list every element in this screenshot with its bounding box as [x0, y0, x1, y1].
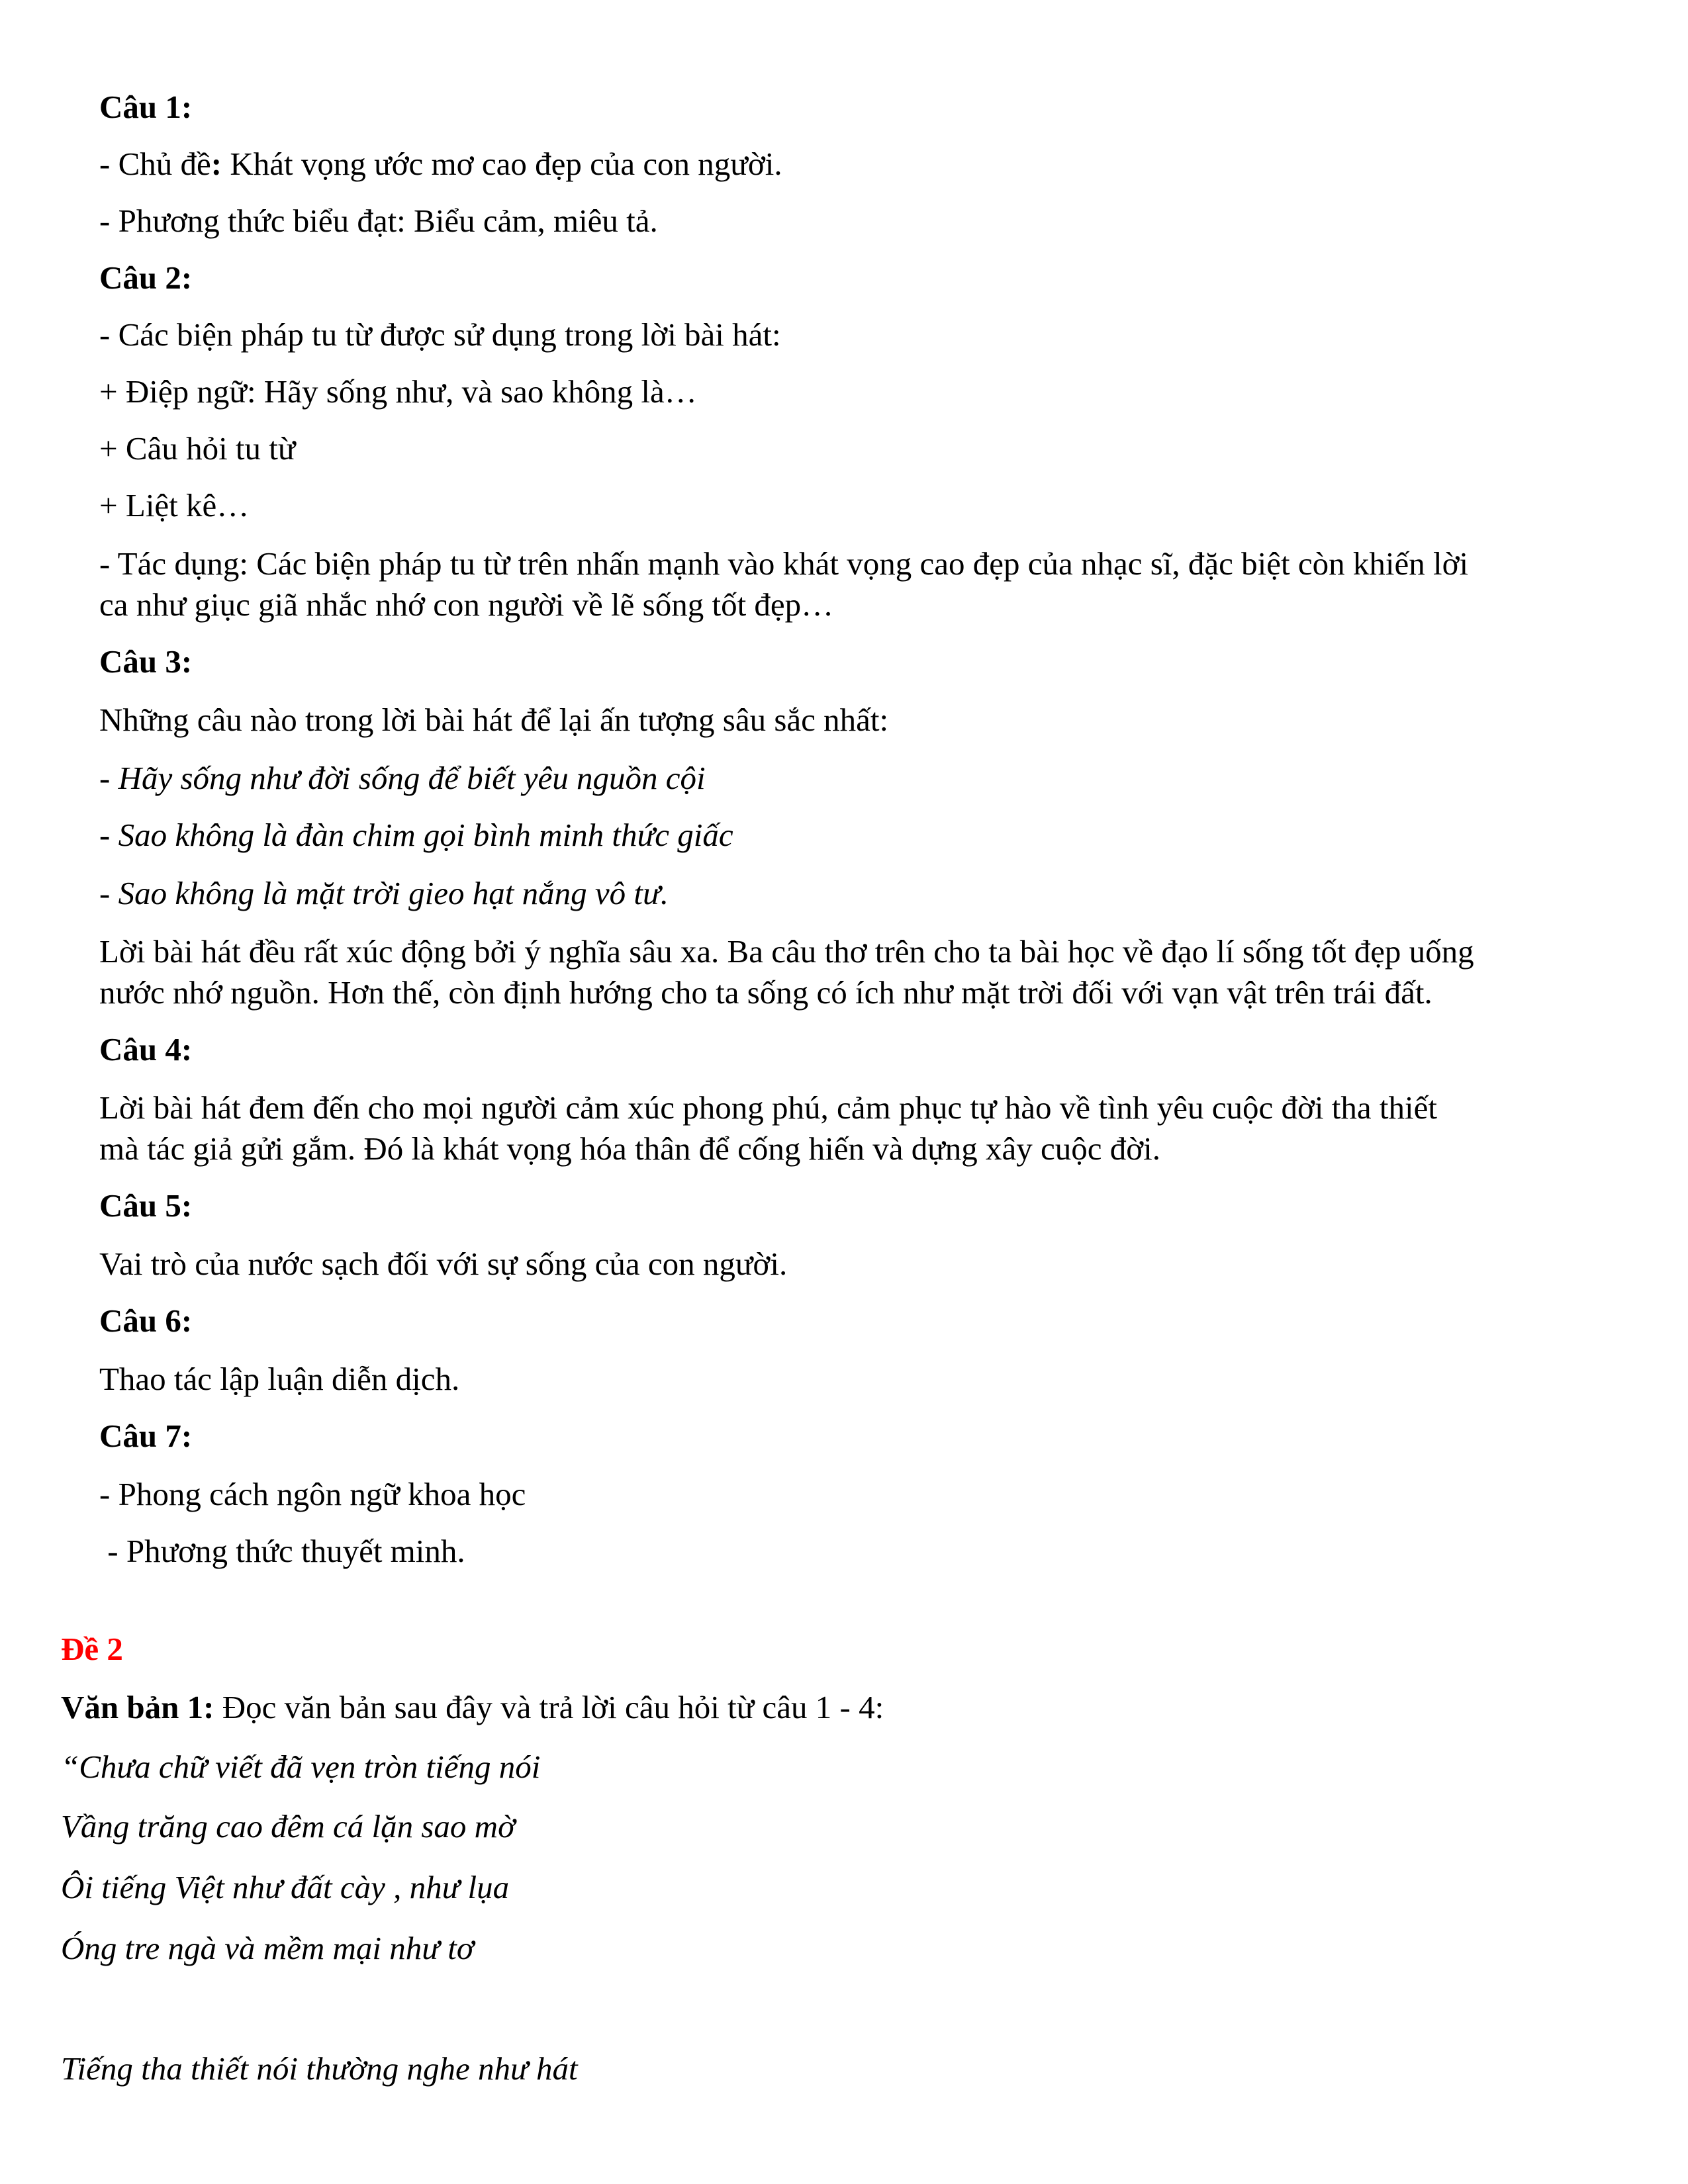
cau5-heading: Câu 5:	[99, 1187, 193, 1224]
cau2-line5a: - Tác dụng: Các biện pháp tu từ trên nhấn mạnh vào khát vọng cao đẹp của nhạc sĩ, đặc biệt còn khiến lời	[99, 545, 1469, 582]
cau1-line1-colon: :	[211, 146, 222, 182]
cau3-para-b: nước nhớ nguồn. Hơn thế, còn định hướng cho ta sống có ích như mặt trời đối với vạn vật trên trái đất.	[99, 974, 1432, 1011]
cau3-quote2: - Sao không là đàn chim gọi bình minh thức giấc	[99, 817, 733, 853]
cau2-line1: - Các biện pháp tu từ được sử dụng trong lời bài hát:	[99, 316, 781, 353]
cau6-heading: Câu 6:	[99, 1302, 193, 1339]
cau2-heading: Câu 2:	[99, 259, 193, 296]
poem-line-2: Vầng trăng cao đêm cá lặn sao mờ	[61, 1808, 516, 1844]
cau1-line1	[99, 144, 782, 184]
cau2-line5b: ca như giục giã nhắc nhớ con người về lẽ sống tốt đẹp…	[99, 586, 834, 623]
cau6-text: Thao tác lập luận diễn dịch.	[99, 1361, 460, 1397]
cau1-line1-rest: Khát vọng ước mơ cao đẹp của con người.	[222, 146, 782, 182]
vanban-text: Đọc văn bản sau đây và trả lời câu hỏi từ câu 1 - 4:	[214, 1689, 884, 1725]
cau4-para-a: Lời bài hát đem đến cho mọi người cảm xúc phong phú, cảm phục tự hào về tình yêu cuộc đời tha thiết	[99, 1089, 1437, 1126]
cau2-line4: + Liệt kê…	[99, 487, 250, 523]
cau3-heading: Câu 3:	[99, 643, 193, 680]
cau5-text: Vai trò của nước sạch đối với sự sống của con người.	[99, 1246, 788, 1282]
cau1-heading: Câu 1:	[99, 89, 193, 125]
cau4-heading: Câu 4:	[99, 1031, 193, 1068]
cau1-line2: - Phương thức biểu đạt: Biểu cảm, miêu tả.	[99, 203, 658, 239]
cau1-line1-prefix: - Chủ đề	[99, 146, 211, 182]
cau3-para-a: Lời bài hát đều rất xúc động bởi ý nghĩa sâu xa. Ba câu thơ trên cho ta bài học về đạo lí sống tốt đẹp uống	[99, 933, 1474, 970]
cau7-line2: - Phương thức thuyết minh.	[99, 1533, 465, 1569]
poem-line-4: Óng tre ngà và mềm mại như tơ	[61, 1930, 475, 1966]
vanban-line	[61, 1688, 884, 1727]
cau3-quote1: - Hãy sống như đời sống để biết yêu nguồn cội	[99, 760, 706, 796]
cau3-intro: Những câu nào trong lời bài hát để lại ấn tượng sâu sắc nhất:	[99, 702, 889, 738]
cau3-quote3: - Sao không là mặt trời gieo hạt nắng vô tư.	[99, 875, 669, 911]
cau4-para-b: mà tác giả gửi gắm. Đó là khát vọng hóa thân để cống hiến và dựng xây cuộc đời.	[99, 1130, 1161, 1167]
cau2-line2: + Điệp ngữ: Hãy sống như, và sao không là…	[99, 373, 697, 410]
poem-line-3: Ôi tiếng Việt như đất cày , như lụa	[61, 1869, 510, 1905]
cau2-line3: + Câu hỏi tu từ	[99, 430, 296, 467]
vanban-label: Văn bản 1:	[61, 1689, 214, 1725]
cau7-heading: Câu 7:	[99, 1418, 193, 1454]
cau7-line1: - Phong cách ngôn ngữ khoa học	[99, 1476, 526, 1512]
poem-line-1: “Chưa chữ viết đã vẹn tròn tiếng nói	[61, 1749, 541, 1785]
poem-line-5: Tiếng tha thiết nói thường nghe như hát	[61, 2050, 578, 2087]
de2-title: Đề 2	[61, 1631, 123, 1667]
